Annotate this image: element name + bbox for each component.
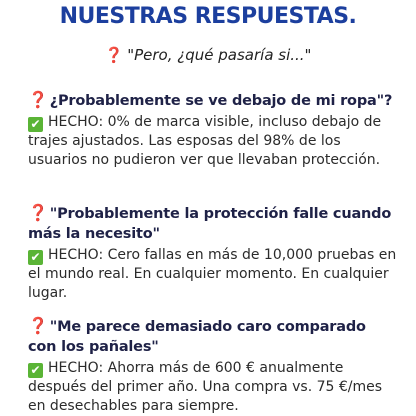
faq-question bbox=[28, 203, 398, 244]
subtitle-text: "Pero, ¿qué pasaría si..." bbox=[127, 46, 312, 64]
question-mark-icon: ❓ bbox=[28, 203, 48, 222]
faq-answer-text: HECHO: 0% de marca visible, incluso debajo de trajes ajustados. Las esposas del 98% de los usuarios no pudieron ver que llevaban protección. bbox=[28, 114, 382, 168]
faq-question bbox=[28, 90, 398, 111]
question-mark-icon: ❓ bbox=[104, 46, 124, 64]
check-icon: ✔ bbox=[28, 117, 43, 132]
question-mark-icon: ❓ bbox=[28, 90, 48, 109]
faq-answer-text: HECHO: Ahorra más de 600 € anualmente después del primer año. Una compra vs. 75 €/mes en desechables para siempre. bbox=[28, 360, 383, 414]
faq-question bbox=[28, 316, 398, 357]
faq-item-visibility bbox=[28, 90, 398, 170]
faq-question-text: ¿Probablemente se ve debajo de mi ropa"? bbox=[49, 93, 393, 109]
question-mark-icon: ❓ bbox=[28, 316, 48, 335]
check-icon: ✔ bbox=[28, 250, 43, 265]
page-title: NUESTRAS RESPUESTAS. bbox=[59, 4, 357, 29]
faq-answer bbox=[28, 246, 398, 303]
faq-item-failure bbox=[28, 203, 398, 303]
faq-answer bbox=[28, 359, 398, 416]
faq-question-text: "Me parece demasiado caro comparado con los pañales" bbox=[28, 319, 366, 355]
faq-item-price bbox=[28, 316, 398, 416]
check-icon: ✔ bbox=[28, 363, 43, 378]
subtitle bbox=[0, 46, 416, 64]
faq-answer bbox=[28, 113, 398, 170]
faq-answer-text: HECHO: Cero fallas en más de 10,000 pruebas en el mundo real. En cualquier momento. En cualquier lugar. bbox=[28, 247, 397, 301]
faq-question-text: "Probablemente la protección falle cuando más la necesito" bbox=[28, 206, 392, 242]
